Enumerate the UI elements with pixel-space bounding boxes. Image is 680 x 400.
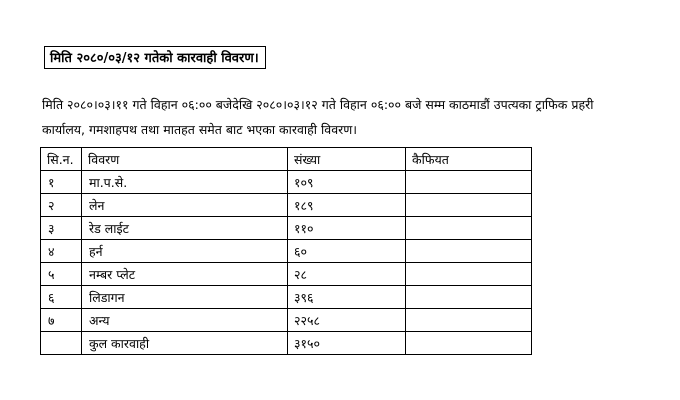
row-description: अन्य bbox=[82, 309, 288, 332]
intro-line-1: मिति २०८०।०३।११ गते विहान ०६:०० बजेदेखि २०८०।०३।१२ गते विहान ०६:०० बजे सम्म काठमाडौं उपत्यका ट्राफिक प्रहरी bbox=[42, 97, 594, 112]
total-label: कुल कारवाही bbox=[82, 332, 288, 355]
intro-line-2: कार्यालय, गमशाहपथ तथा मातहत समेत बाट भएका कारवाही विवरण। bbox=[42, 122, 358, 137]
header-serial: सि.न. bbox=[41, 148, 82, 171]
table-row bbox=[41, 286, 532, 309]
total-serial-empty bbox=[41, 332, 82, 355]
row-count: ११० bbox=[288, 217, 406, 240]
table-total-row bbox=[41, 332, 532, 355]
row-serial: ७ bbox=[41, 309, 82, 332]
table-header-row bbox=[41, 148, 532, 171]
row-count: ३९६ bbox=[288, 286, 406, 309]
row-remarks bbox=[406, 286, 532, 309]
intro-paragraph bbox=[42, 92, 654, 142]
row-description: मा.प.से. bbox=[82, 171, 288, 194]
table-row bbox=[41, 309, 532, 332]
row-remarks bbox=[406, 309, 532, 332]
row-count: ६० bbox=[288, 240, 406, 263]
row-serial: ६ bbox=[41, 286, 82, 309]
total-remarks-empty bbox=[406, 332, 532, 355]
row-remarks bbox=[406, 217, 532, 240]
row-count: २८ bbox=[288, 263, 406, 286]
row-remarks bbox=[406, 171, 532, 194]
table-row bbox=[41, 217, 532, 240]
row-serial: ४ bbox=[41, 240, 82, 263]
header-count: संख्या bbox=[288, 148, 406, 171]
total-count: ३१५० bbox=[288, 332, 406, 355]
row-description: नम्बर प्लेट bbox=[82, 263, 288, 286]
header-remarks: कैफियत bbox=[406, 148, 532, 171]
row-description: रेड लाईट bbox=[82, 217, 288, 240]
table-row bbox=[41, 171, 532, 194]
action-report-table bbox=[40, 147, 532, 355]
header-description: विवरण bbox=[82, 148, 288, 171]
row-count: २२५८ bbox=[288, 309, 406, 332]
row-serial: ५ bbox=[41, 263, 82, 286]
row-description: हर्न bbox=[82, 240, 288, 263]
row-serial: १ bbox=[41, 171, 82, 194]
row-serial: २ bbox=[41, 194, 82, 217]
document-title: मिति २०८०/०३/१२ गतेको कारवाही विवरण। bbox=[44, 46, 266, 69]
row-count: १०९ bbox=[288, 171, 406, 194]
row-description: लेन bbox=[82, 194, 288, 217]
table-row bbox=[41, 194, 532, 217]
table-row bbox=[41, 240, 532, 263]
row-remarks bbox=[406, 263, 532, 286]
row-remarks bbox=[406, 240, 532, 263]
row-count: १८९ bbox=[288, 194, 406, 217]
row-serial: ३ bbox=[41, 217, 82, 240]
table-row bbox=[41, 263, 532, 286]
row-description: लिडागन bbox=[82, 286, 288, 309]
row-remarks bbox=[406, 194, 532, 217]
